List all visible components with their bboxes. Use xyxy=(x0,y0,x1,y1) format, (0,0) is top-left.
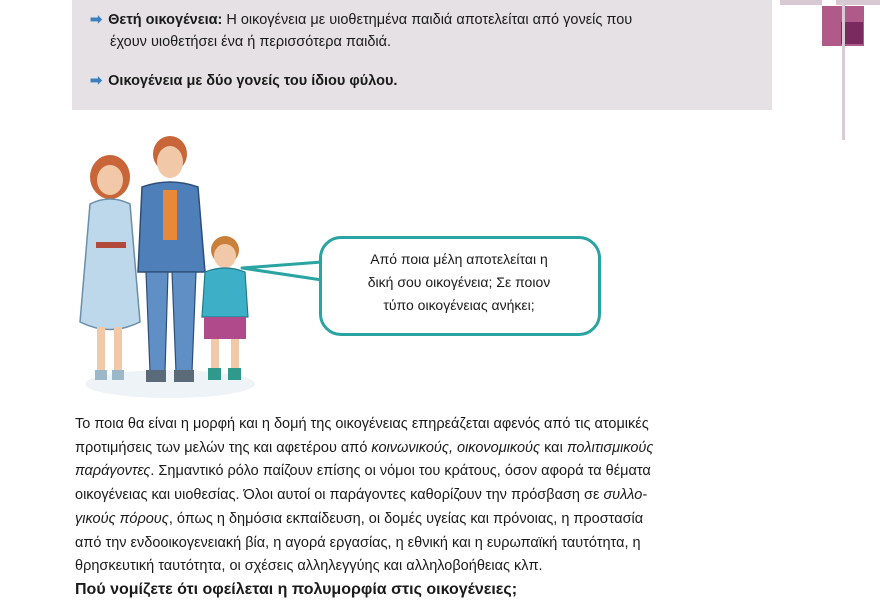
paragraph-line xyxy=(75,484,775,508)
bullet-adoptive-family xyxy=(90,9,760,53)
speech-bubble-text xyxy=(330,248,588,317)
text-run: οικογένειας και υιοθεσίας. Όλοι αυτοί οι παράγοντες καθορίζουν την πρόσβαση σε xyxy=(75,487,604,504)
term-same-sex-parents: Οικογένεια με δύο γονείς του ίδιου φύλου. xyxy=(108,73,398,89)
bubble-line: δική σου οικογένεια; Σε ποιον xyxy=(367,274,551,290)
corner-decoration-icon xyxy=(780,0,880,150)
paragraph-line: θρησκευτική ταυτότητα, οι σχέσεις αλληλεγγύης και αλληλοβοήθειας κλπ. xyxy=(75,558,543,575)
paragraph-line xyxy=(75,460,775,484)
text-run-italic: πολιτισμικούς xyxy=(566,439,654,456)
bubble-line: Από ποια μέλη αποτελείται η xyxy=(370,251,548,267)
text-run-italic: παράγοντες xyxy=(75,463,151,480)
paragraph-line xyxy=(75,437,775,461)
text-run-italic: γικούς πόρους xyxy=(75,510,169,527)
text-run: και xyxy=(540,439,567,456)
bullet-text: Η οικογένεια με υιοθετημένα παιδιά αποτελείται από γονείς που xyxy=(222,12,633,28)
paragraph-line xyxy=(75,508,775,532)
text-run: . Σημαντικό ρόλο παίζουν επίσης οι νόμοι του κράτους, όσον αφορά τα θέματα xyxy=(150,463,651,480)
bubble-line: τύπο οικογένειας ανήκει; xyxy=(383,297,535,313)
bullet-text-cont: έχουν υιοθετήσει ένα ή περισσότερα παιδιά. xyxy=(110,34,392,50)
term-adoptive-family: Θετή οικογένεια: xyxy=(108,12,223,28)
paragraph-line: Το ποια θα είναι η μορφή και η δομή της οικογένειας επηρεάζεται αφενός από τις ατομικές xyxy=(75,416,649,432)
bubble-tail-icon xyxy=(240,258,330,288)
bullet-same-sex-parents xyxy=(90,70,760,92)
arrow-icon: ➡ xyxy=(90,12,103,28)
text-run-italic: συλλο- xyxy=(603,487,648,504)
text-run-italic: κοινωνικούς, οικονομικούς xyxy=(371,439,541,456)
text-run: προτιμήσεις των μελών της και αφετέρου από xyxy=(75,439,372,456)
body-paragraph xyxy=(75,413,775,579)
arrow-icon: ➡ xyxy=(90,73,103,89)
paragraph-line: από την ενδοοικογενειακή βία, η αγορά εργασίας, η εθνική και η ευρωπαϊκή ταυτότητα, η xyxy=(75,534,641,551)
question-heading: Πού νομίζετε ότι οφείλεται η πολυμορφία στις οικογένειες; xyxy=(75,581,518,598)
text-run: , όπως η δημόσια εκπαίδευση, οι δομές υγείας και πρόνοιας, η προστασία xyxy=(168,510,644,527)
